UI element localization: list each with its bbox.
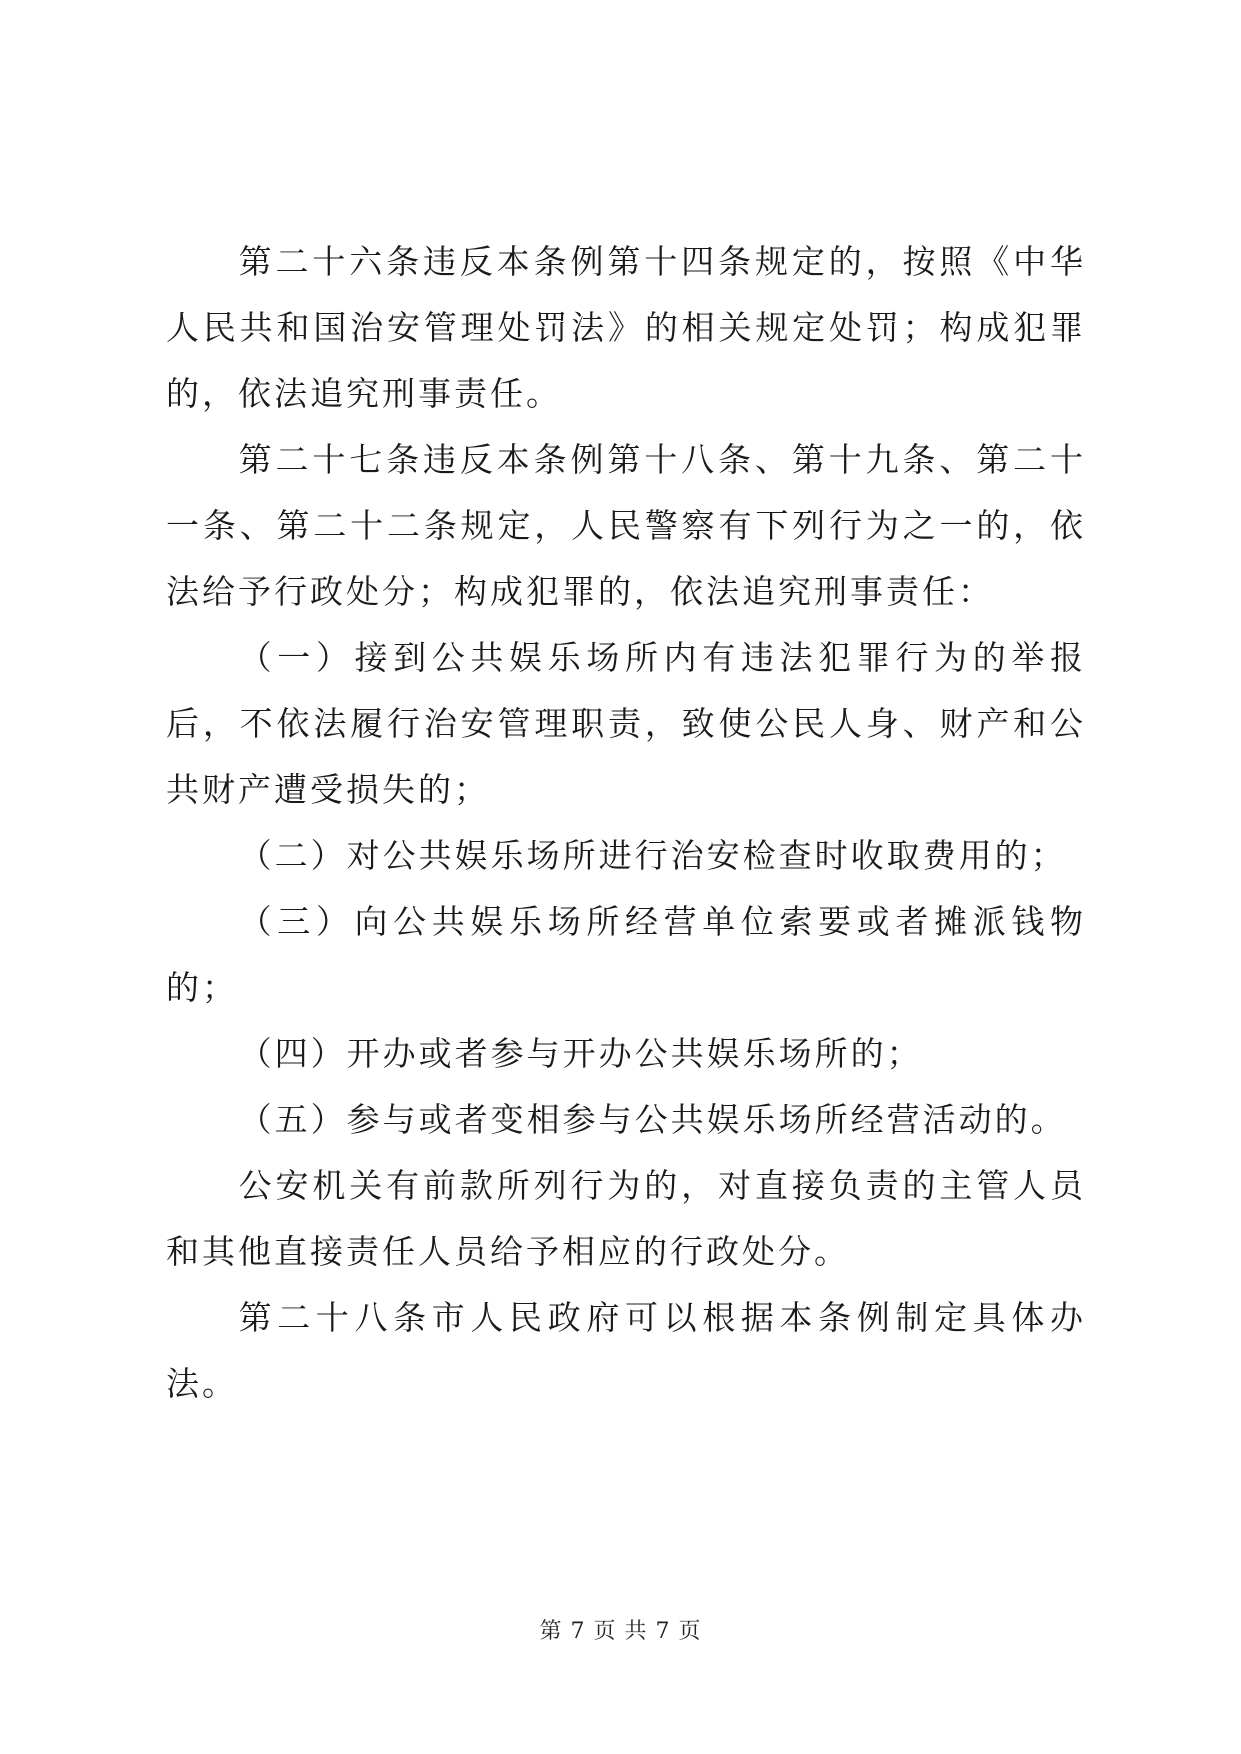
list-item-3: （三）向公共娱乐场所经营单位索要或者摊派钱物的；	[166, 902, 1086, 1007]
list-item-1: （一）接到公共娱乐场所内有违法犯罪行为的举报后，不依法履行治安管理职责，致使公民人身、财产和公共财产遭受损失的；	[166, 638, 1086, 809]
public-security-paragraph: 公安机关有前款所列行为的，对直接负责的主管人员和其他直接责任人员给予相应的行政处分。	[166, 1166, 1086, 1271]
article-26-paragraph: 第二十六条违反本条例第十四条规定的，按照《中华人民共和国治安管理处罚法》的相关规定处罚；构成犯罪的，依法追究刑事责任。	[166, 242, 1086, 413]
list-item-4: （四）开办或者参与开办公共娱乐场所的；	[238, 1034, 923, 1073]
list-item-5: （五）参与或者变相参与公共娱乐场所经营活动的。	[238, 1100, 1067, 1139]
document-body	[166, 229, 1086, 1417]
list-item-2: （二）对公共娱乐场所进行治安检查时收取费用的；	[238, 836, 1067, 875]
article-28-paragraph: 第二十八条市人民政府可以根据本条例制定具体办法。	[166, 1298, 1086, 1403]
page-number-footer: 第 7 页 共 7 页	[539, 1619, 702, 1644]
article-27-paragraph: 第二十七条违反本条例第十八条、第十九条、第二十一条、第二十二条规定，人民警察有下列行为之一的，依法给予行政处分；构成犯罪的，依法追究刑事责任：	[166, 440, 1086, 611]
